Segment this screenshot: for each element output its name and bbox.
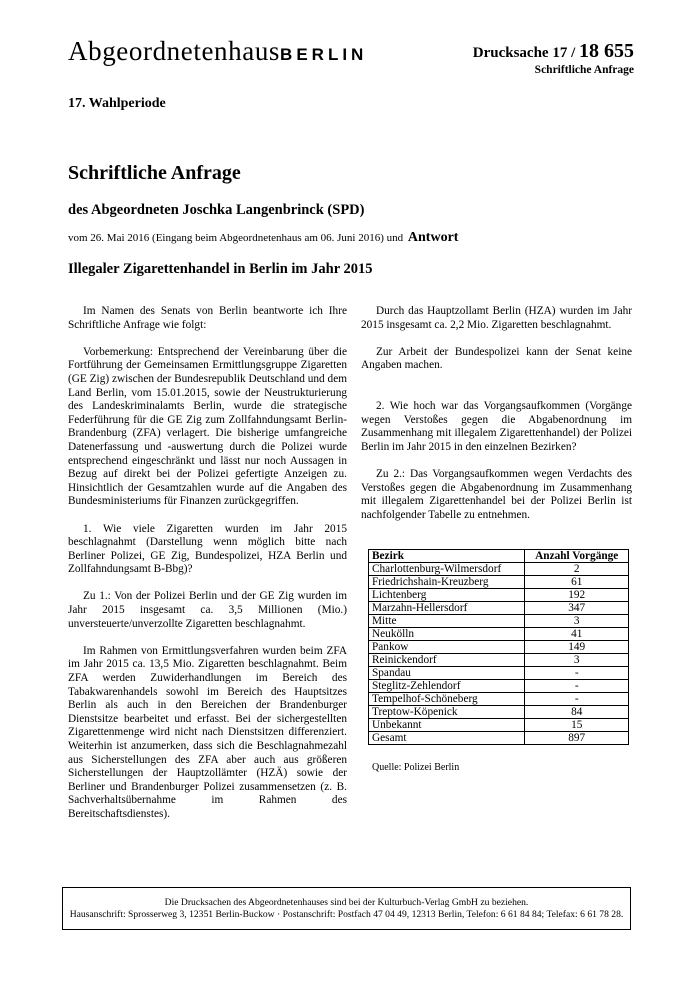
logo	[68, 36, 367, 67]
table-row	[369, 693, 629, 706]
table-row	[369, 719, 629, 732]
district-cell: Mitte	[369, 615, 525, 628]
district-cell: Pankow	[369, 641, 525, 654]
district-cell: Lichtenberg	[369, 589, 525, 602]
table-row	[369, 628, 629, 641]
date-text: vom 26. Mai 2016 (Eingang beim Abgeordnetenhaus am 06. Juni 2016) und	[68, 232, 404, 244]
drucksache-label: Drucksache 17 /	[472, 45, 576, 61]
date-line	[68, 230, 458, 246]
logo-city: BERLIN	[280, 45, 368, 64]
count-cell: 41	[525, 628, 629, 641]
count-cell: 15	[525, 719, 629, 732]
subject-line: Illegaler Zigarettenhandel in Berlin im Jahr 2015	[68, 261, 373, 277]
drucksache-value: 18 655	[579, 40, 634, 62]
table-row	[369, 706, 629, 719]
paragraph: Zur Arbeit der Bundespolizei kann der Senat keine Angaben machen.	[361, 345, 632, 372]
count-cell: 3	[525, 654, 629, 667]
author-line: des Abgeordneten Joschka Langenbrinck (SPD)	[68, 202, 365, 218]
table-row	[369, 615, 629, 628]
count-cell: -	[525, 680, 629, 693]
table-row	[369, 641, 629, 654]
logo-name: Abgeordnetenhaus	[68, 36, 281, 66]
count-cell: 347	[525, 602, 629, 615]
paragraph: 1. Wie viele Zigaretten wurden im Jahr 2015 beschlagnahmt (Darstellung wenn möglich bitte nach Berliner Polizei, GE Zig, Bundespolizei, HZA Berlin und Zollfahndungsamt B-Bbg)?	[68, 522, 347, 576]
count-cell: 84	[525, 706, 629, 719]
table-header-row	[369, 550, 629, 563]
district-cell: Marzahn-Hellersdorf	[369, 602, 525, 615]
table-row	[369, 654, 629, 667]
count-cell: 897	[525, 732, 629, 745]
paragraph: Zu 1.: Von der Polizei Berlin und der GE Zig wurden im Jahr 2015 insgesamt ca. 3,5 Millionen (Mio.) unversteuerte/unverzollte Zigaretten beschlagnahmt.	[68, 590, 347, 630]
district-cell: Neukölln	[369, 628, 525, 641]
footer-line: Hausanschrift: Sprosserweg 3, 12351 Berlin-Buckow · Postanschrift: Postfach 47 04 49, 12313 Berlin, Telefon: 6 61 84 84; Telefax: 6 61 78 28.	[69, 909, 624, 920]
paragraph: Zu 2.: Das Vorgangsaufkommen wegen Verdachts des Verstoßes gegen die Abgabenordnung im Zusammenhang mit illegalem Zigarettenhandel bei der Polizei Berlin ist nachfolgender Tabelle zu entnehmen.	[361, 467, 632, 521]
district-cell: Treptow-Köpenick	[369, 706, 525, 719]
district-cell: Reinickendorf	[369, 654, 525, 667]
column-header: Bezirk	[369, 550, 525, 563]
count-cell: 3	[525, 615, 629, 628]
left-column	[68, 305, 347, 835]
paragraph: Vorbemerkung: Entsprechend der Vereinbarung über die Fortführung der Gemeinsamen Ermittlungsgruppe Zigaretten (GE Zig) zwischen der Bundesrepublik Deutschland und dem Land Berlin, vom 15.01.2015, sowie der Neustrukturierung des Landeskriminalamts Berlin, wurde die strategische Federführung für die GE Zig zum Zollfahndungsamt Berlin-Brandenburg (ZFA) verlagert. Die bisherige umfangreiche Datenerfassung und -auswertung durch die Polizei wurde entsprechend eingeschränkt und lässt nur noch Aussagen in Bezug auf direkt bei der Polizei gefertigte Anzeigen zu. Hinsichtlich der Gesamtzahlen wurde auf die Angaben des Bundesministeriums für Finanzen zurückgegriffen.	[68, 345, 347, 508]
drucksache-number	[473, 40, 634, 63]
table-source: Quelle: Polizei Berlin	[372, 762, 460, 773]
table-row	[369, 602, 629, 615]
table-row	[369, 576, 629, 589]
district-cell: Steglitz-Zehlendorf	[369, 680, 525, 693]
district-cell: Spandau	[369, 667, 525, 680]
count-cell: -	[525, 693, 629, 706]
column-header: Anzahl Vorgänge	[525, 550, 629, 563]
district-table	[368, 549, 629, 745]
antwort-label: Antwort	[407, 230, 459, 245]
table-row	[369, 667, 629, 680]
doc-type: Schriftliche Anfrage	[534, 64, 634, 76]
right-column	[361, 305, 632, 536]
table-row	[369, 589, 629, 602]
footer-line: Die Drucksachen des Abgeordnetenhauses sind bei der Kulturbuch-Verlag GmbH zu beziehen.	[164, 897, 529, 908]
count-cell: 2	[525, 563, 629, 576]
table-row	[369, 563, 629, 576]
paragraph: Im Namen des Senats von Berlin beantworte ich Ihre Schriftliche Anfrage wie folgt:	[68, 305, 347, 331]
table-row	[369, 680, 629, 693]
paragraph: Im Rahmen von Ermittlungsverfahren wurden beim ZFA im Jahr 2015 ca. 13,5 Mio. Zigaretten beschlagnahmt. Beim ZFA werden Zuwiderhandlungen im Bereich des Tabakwarenhandels sowohl im Bereich des Hauptsitzes Berlin als auch in den Bereichen der Brandenburger Dienstsitze bearbeitet und erfasst. Bei der sichergestellten Zigarettenmenge wird nicht nach Dienstsitzen differenziert. Weiterhin ist anzumerken, dass sich die Beschlagnahmezahl aus Sicherstellungen des ZFA aber auch aus größeren Sicherstellungen der Hauptzollämter (HZÄ) sowie der Berliner und Brandenburger Polizei zusammensetzen (z. B. Sachverhaltsübernahme im Rahmen des Bereitschaftsdienstes).	[68, 644, 347, 820]
page-title: Schriftliche Anfrage	[68, 162, 241, 184]
wahlperiode: 17. Wahlperiode	[68, 96, 166, 111]
district-cell: Friedrichshain-Kreuzberg	[369, 576, 525, 589]
paragraph: Durch das Hauptzollamt Berlin (HZA) wurden im Jahr 2015 insgesamt ca. 2,2 Mio. Zigaretten beschlagnahmt.	[361, 305, 632, 331]
district-cell: Gesamt	[369, 732, 525, 745]
district-cell: Unbekannt	[369, 719, 525, 732]
table-row	[369, 732, 629, 745]
paragraph: 2. Wie hoch war das Vorgangsaufkommen (Vorgänge wegen Verstoßes gegen die Abgabenordnung im Zusammenhang mit illegalem Zigarettenhandel) der Polizei Berlin im Jahr 2015 in den einzelnen Bezirken?	[361, 399, 632, 453]
footer-box	[62, 887, 631, 930]
count-cell: 61	[525, 576, 629, 589]
count-cell: 192	[525, 589, 629, 602]
district-cell: Charlottenburg-Wilmersdorf	[369, 563, 525, 576]
district-cell: Tempelhof-Schöneberg	[369, 693, 525, 706]
count-cell: -	[525, 667, 629, 680]
count-cell: 149	[525, 641, 629, 654]
